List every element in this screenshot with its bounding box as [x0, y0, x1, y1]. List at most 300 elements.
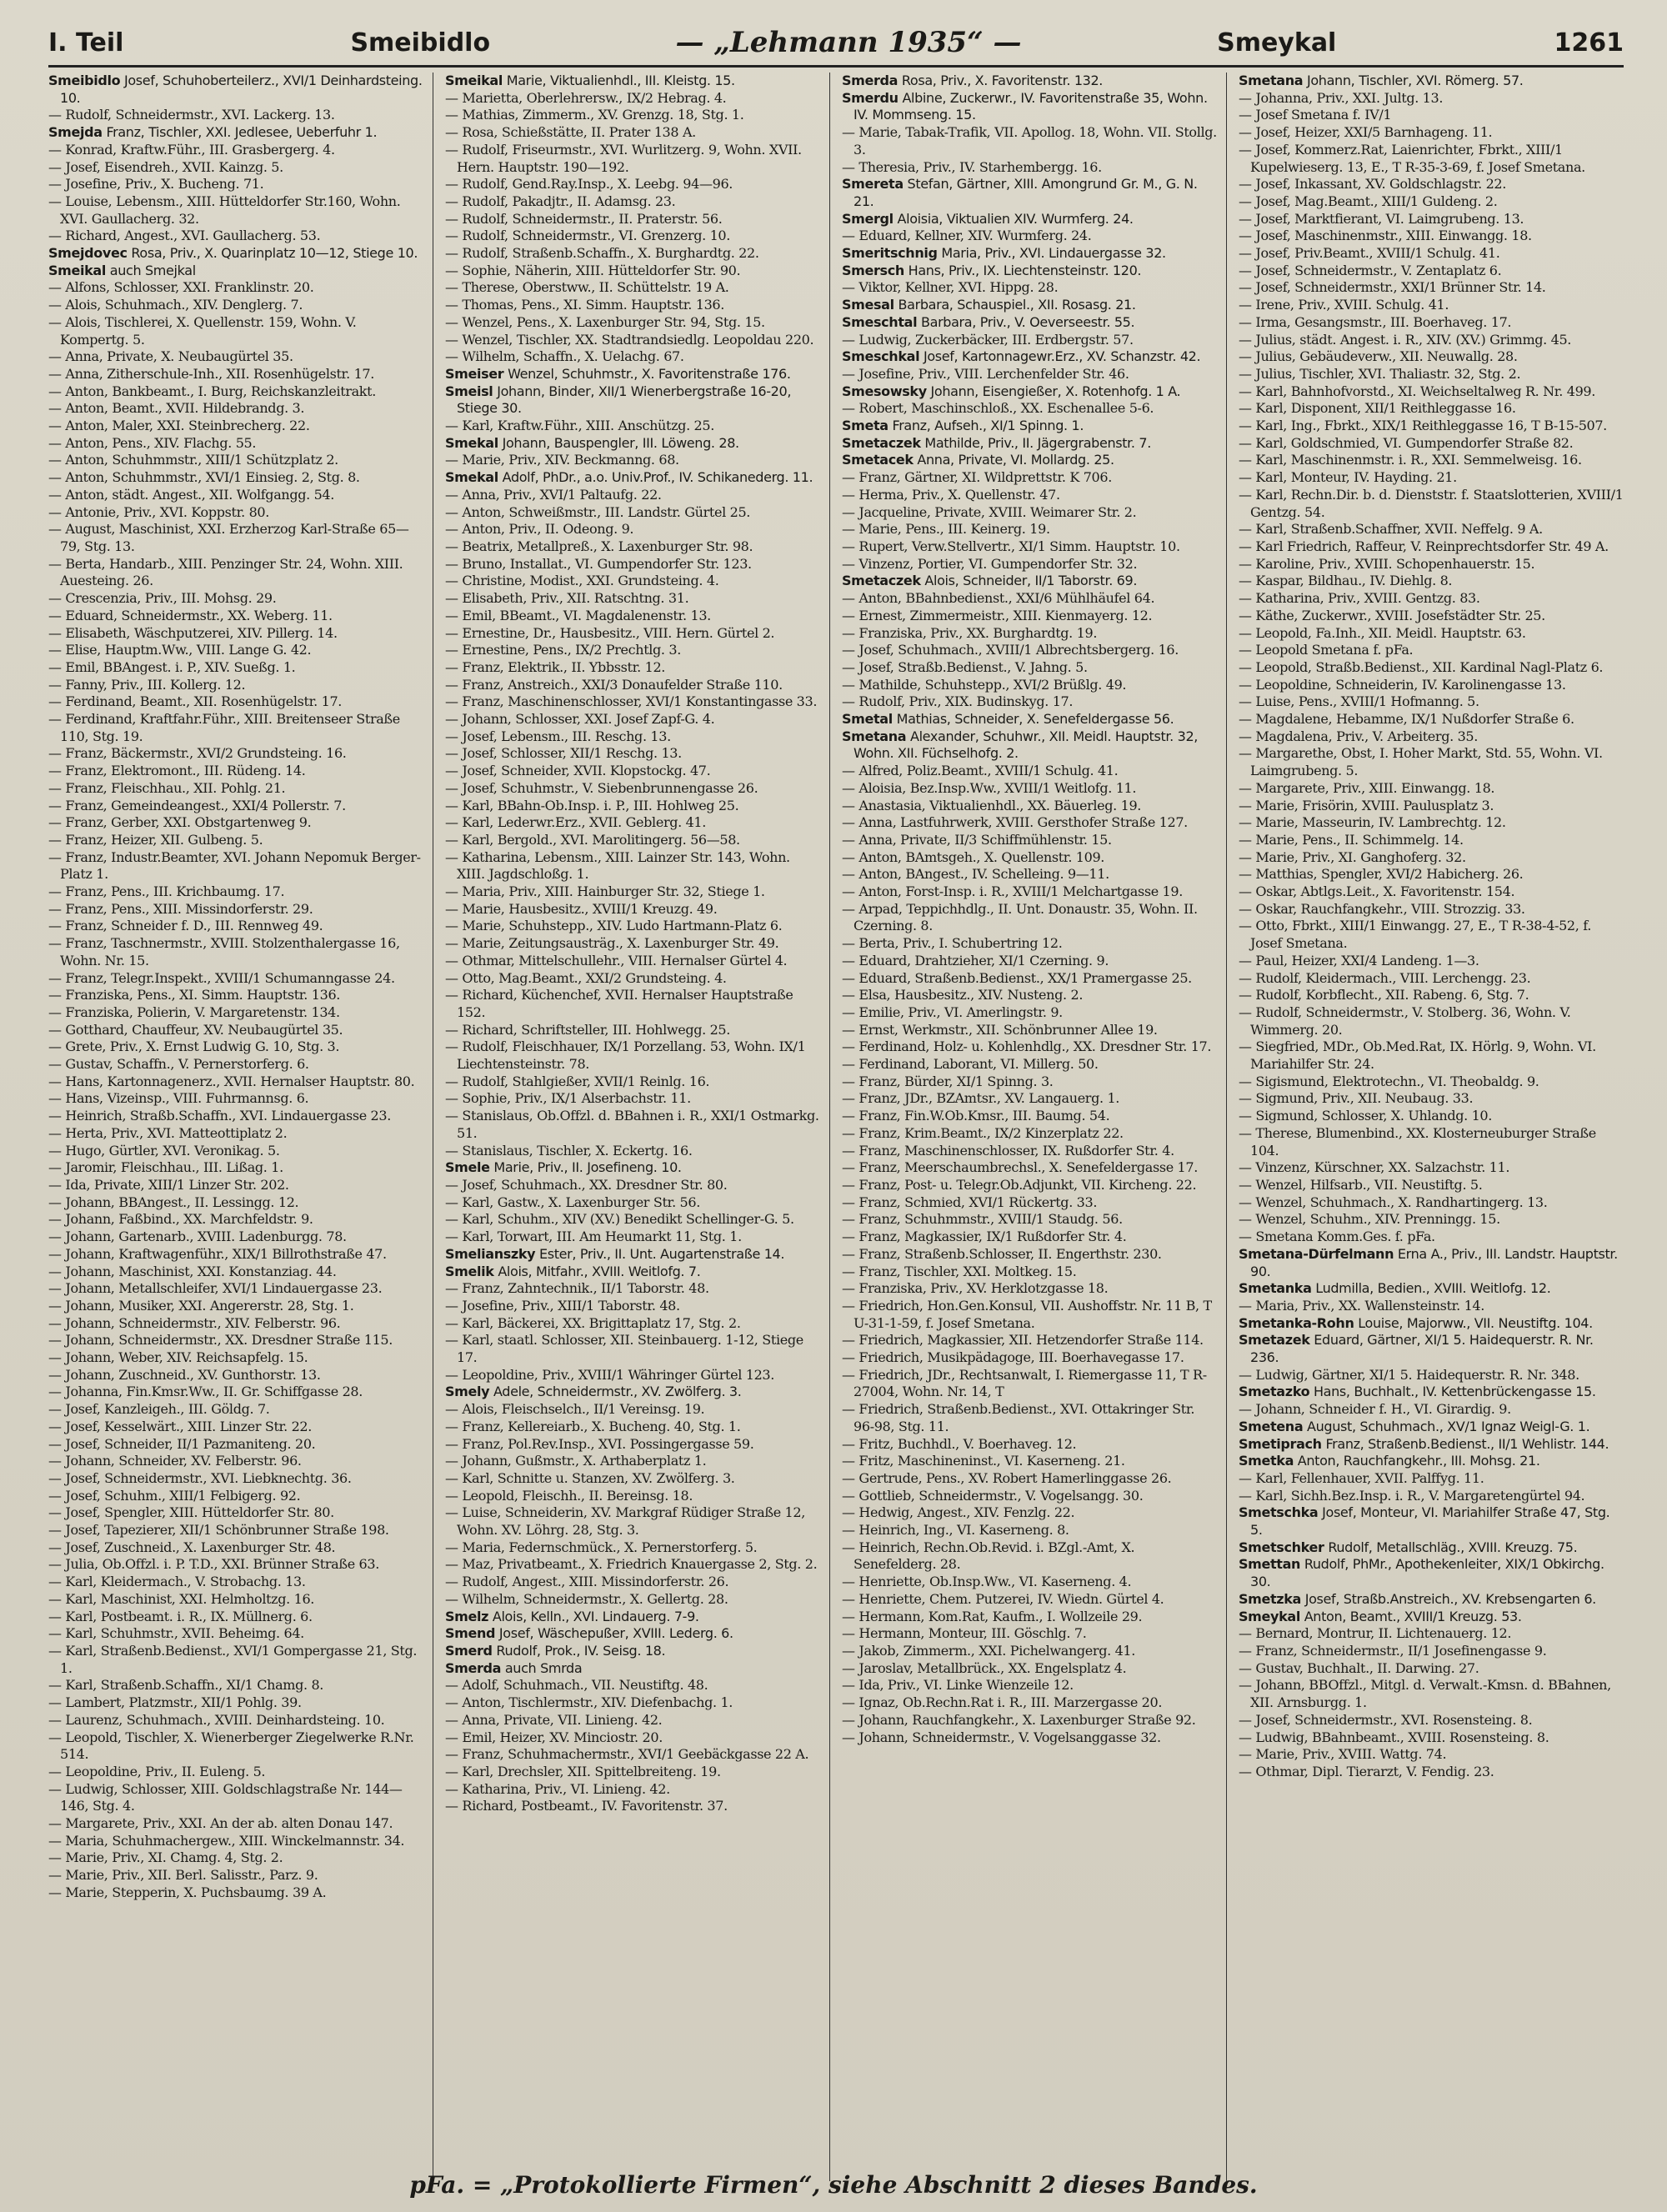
directory-entry [445, 1177, 821, 1194]
entry-text: — Vinzenz, Portier, VI. Gumpendorfer Str. 32. [842, 555, 1138, 572]
directory-entry [1239, 711, 1624, 728]
directory-entry [1239, 90, 1624, 108]
directory-entry [1239, 1764, 1624, 1781]
directory-entry [48, 1539, 424, 1557]
entry-text: — Franz, Anstreich., XXI/3 Donaufelder Straße 110. [445, 676, 783, 693]
surname-heading: Smerda [842, 73, 899, 88]
entry-text: Hans, Buchhalt., IV. Kettenbrückengasse 15. [1313, 1384, 1596, 1400]
directory-entry [48, 1229, 424, 1246]
directory-entry [842, 832, 1218, 849]
directory-entry [48, 1470, 424, 1488]
entry-text: — Wenzel, Pens., X. Laxenburger Str. 94, Stg. 15. [445, 313, 765, 330]
directory-entry [842, 642, 1218, 659]
entry-text: — Sigmund, Priv., XII. Neubaug. 33. [1239, 1090, 1474, 1107]
surname-heading: Smettan [1239, 1556, 1301, 1573]
column-1 [48, 73, 433, 2181]
surname-heading: Smetka [1239, 1453, 1294, 1469]
directory-entry [48, 659, 424, 677]
entry-text: — Josef, Zuschneid., X. Laxenburger Str. 48. [48, 1539, 336, 1555]
directory-entry [1239, 263, 1624, 280]
directory-entry [445, 366, 821, 383]
directory-entry [48, 1073, 424, 1091]
entry-text: — Franz, Elektrik., II. Ybbsstr. 12. [445, 658, 666, 675]
directory-entry [48, 798, 424, 815]
directory-entry [842, 314, 1218, 332]
directory-entry [48, 452, 424, 469]
entry-text: — Rudolf, Priv., XIX. Budinskyg. 17. [842, 693, 1074, 710]
directory-entry [48, 1677, 424, 1694]
directory-entry [842, 883, 1218, 901]
directory-entry [445, 608, 821, 625]
entry-text: Barbara, Schauspiel., XII. Rosasg. 21. [898, 297, 1136, 313]
directory-entry [48, 1384, 424, 1401]
directory-entry [445, 711, 821, 728]
directory-entry [1239, 1504, 1624, 1539]
entry-text: — Stanislaus, Ob.Offzl. d. BBahnen i. R., XXI/1 Ostmarkg. 51. [445, 1108, 819, 1141]
entry-text: — Heinrich, Straßb.Schaffn., XVI. Lindauergasse 23. [48, 1108, 391, 1124]
directory-entry [1239, 366, 1624, 383]
entry-text: — Johann, Schneidermstr., XX. Dresdner Straße 115. [48, 1332, 393, 1349]
entry-text: — Heinrich, Rechn.Ob.Revid. i. BZgl.-Amt, X. Senefelderg. 28. [842, 1539, 1135, 1573]
entry-text: August, Schuhmach., XV/1 Ignaz Weigl-G. 1. [1307, 1418, 1590, 1434]
directory-entry [1239, 1229, 1624, 1246]
surname-heading: Smetacek [842, 452, 914, 468]
entry-text: Johann, Tischler, XVI. Römerg. 57. [1306, 73, 1524, 88]
entry-text: — Franziska, Pens., XI. Simm. Hauptstr. 136. [48, 987, 341, 1003]
directory-entry [445, 1625, 821, 1643]
entry-text: — Franz, Meerschaumbrechsl., X. Senefeldergasse 17. [842, 1159, 1198, 1176]
entry-text: — Anton, Beamt., XVII. Hildebrandg. 3. [48, 400, 305, 417]
directory-entry [842, 1073, 1218, 1091]
directory-entry [48, 1712, 424, 1729]
entry-text: — Anton, Schuhmmstr., XVI/1 Einsieg. 2, Stg. 8. [48, 469, 360, 486]
entry-text: — Alois, Tischlerei, X. Quellenstr. 159, Wohn. V. Kompertg. 5. [48, 313, 357, 348]
directory-entry [1239, 918, 1624, 952]
directory-entry [1239, 228, 1624, 245]
directory-entry [445, 1332, 821, 1366]
entry-text: — Josef, Eisendreh., XVII. Kainzg. 5. [48, 158, 283, 175]
directory-entry [48, 435, 424, 453]
directory-entry [1239, 677, 1624, 694]
entry-text: Adele, Schneidermstr., XV. Zwölferg. 3. [493, 1384, 742, 1400]
entry-text: Rosa, Priv., X. Favoritenstr. 132. [901, 73, 1104, 88]
entry-text: — Josef, Kesselwärt., XIII. Linzer Str. 22. [48, 1418, 312, 1434]
entry-text: — Josef, Schuhm., XIII/1 Felbigerg. 92. [48, 1487, 301, 1504]
directory-entry [1239, 1298, 1624, 1315]
surname-heading: Smelianszky [445, 1245, 536, 1262]
entry-text: — Franz, Magkassier, IX/1 Rußdorfer Str. 4. [842, 1229, 1127, 1245]
entry-text: — Alois, Schuhmach., XIV. Denglerg. 7. [48, 297, 303, 313]
directory-entry [842, 383, 1218, 401]
directory-entry [48, 418, 424, 435]
entry-text: — Gottlieb, Schneidermstr., V. Vogelsangg. 30. [842, 1487, 1144, 1504]
entry-text: — Rosa, Schießstätte, II. Prater 138 A. [445, 124, 696, 141]
surname-heading: Smekal [445, 434, 498, 451]
directory-entry [445, 1694, 821, 1712]
directory-entry [1239, 1367, 1624, 1384]
entry-text: — Franz, Bürder, XI/1 Spinng. 3. [842, 1073, 1054, 1089]
directory-entry [48, 832, 424, 849]
entry-text: Josef, Wäschepußer, XVIII. Lederg. 6. [498, 1625, 733, 1642]
surname-heading: Smetena [1239, 1418, 1304, 1434]
directory-entry [48, 1367, 424, 1384]
directory-entry [1239, 142, 1624, 176]
entry-text: — Emil, BBAngest. i. P., XIV. Sueßg. 1. [48, 658, 296, 675]
entry-text: — Friedrich, Hon.Gen.Konsul, VII. Aushoffstr. Nr. 11 B, T U-31-1-59, f. Josef Smetana. [842, 1297, 1212, 1331]
directory-entry [445, 1280, 821, 1298]
directory-entry [842, 1591, 1218, 1609]
surname-heading: Smeta [842, 418, 889, 434]
entry-text: — Franz, Krim.Beamt., IX/2 Kinzerplatz 22. [842, 1124, 1124, 1141]
directory-entry [48, 1159, 424, 1177]
entry-text: — Franz, Fleischhau., XII. Pohlg. 21. [48, 779, 286, 796]
directory-entry [842, 521, 1218, 538]
surname-heading: Smetana [1239, 73, 1304, 88]
entry-text: — Hermann, Monteur, III. Göschlg. 7. [842, 1625, 1087, 1642]
entry-text: — Franz, Schmied, XVI/1 Rückertg. 33. [842, 1194, 1098, 1210]
directory-entry [48, 1108, 424, 1125]
directory-entry [1239, 780, 1624, 798]
directory-entry [445, 1677, 821, 1694]
directory-entry [842, 1280, 1218, 1298]
directory-entry [48, 780, 424, 798]
entry-text: — Maria, Priv., XIII. Hainburger Str. 32, Stiege 1. [445, 883, 765, 900]
directory-entry [48, 228, 424, 245]
entry-text: Albine, Zuckerwr., IV. Favoritenstraße 35, Wohn. IV. Mommseng. 15. [854, 89, 1208, 123]
directory-entry [48, 107, 424, 124]
entry-text: — Käthe, Zuckerwr., XVIII. Josefstädter Str. 25. [1239, 607, 1545, 623]
entry-text: Alois, Kelln., XVI. Lindauerg. 7-9. [492, 1608, 699, 1624]
entry-text: — Franz, Maschinenschlosser, IX. Rußdorfer Str. 4. [842, 1142, 1174, 1159]
directory-entry [48, 1246, 424, 1264]
directory-entry [842, 1470, 1218, 1488]
entry-text: — Maria, Schuhmachergew., XIII. Winckelmannstr. 34. [48, 1832, 405, 1849]
directory-entry [48, 1056, 424, 1073]
directory-entry [445, 1022, 821, 1039]
entry-text: — Karl, Ing., Fbrkt., XIX/1 Reithleggasse 16, T B-15-507. [1239, 418, 1607, 434]
entry-text: — Josefine, Priv., X. Bucheng. 71. [48, 176, 264, 193]
entry-text: — Maria, Federnschmück., X. Pernerstorferg. 5. [445, 1539, 758, 1555]
entry-text: Franz, Tischler, XXI. Jedlesee, Ueberfuhr 1. [106, 124, 378, 141]
directory-entry [48, 693, 424, 711]
directory-entry [842, 73, 1218, 90]
entry-text: Erna A., Priv., III. Landstr. Hauptstr. 90. [1250, 1245, 1618, 1279]
entry-text: — Sigismund, Elektrotechn., VI. Theobaldg. 9. [1239, 1073, 1539, 1089]
directory-entry [445, 263, 821, 280]
surname-heading: Smereta [842, 176, 904, 193]
surname-heading: Smetal [842, 711, 893, 728]
footer-note: pFa. = „Protokollierte Firmen“, siehe Abschnitt 2 dieses Bandes. [409, 2171, 1258, 2199]
entry-text: — Irma, Gesangsmstr., III. Boerhaveg. 17. [1239, 313, 1512, 330]
directory-title: — „Lehmann 1935“ — [675, 26, 1022, 59]
entry-text: — Franz, Schneidermstr., II/1 Josefinengasse 9. [1239, 1642, 1547, 1659]
directory-entry [48, 970, 424, 988]
entry-text: — Josefine, Priv., VIII. Lerchenfelder Str. 46. [842, 365, 1129, 382]
directory-entry [842, 728, 1218, 763]
entry-text: — Johann, Metallschleifer, XVI/1 Lindauergasse 23. [48, 1280, 383, 1297]
entry-text: — Antonie, Priv., XVI. Koppstr. 80. [48, 503, 269, 520]
entry-text: Anna, Private, VI. Mollardg. 25. [917, 452, 1114, 468]
directory-entry [842, 1246, 1218, 1264]
entry-text: auch Smejkal [109, 262, 196, 278]
directory-entry [842, 418, 1218, 435]
entry-text: — Josef, Schneidermstr., XVI. Liebknechtg. 36. [48, 1469, 352, 1486]
entry-text: — Franz, Pol.Rev.Insp., XVI. Possingergasse 59. [445, 1435, 754, 1452]
directory-entry [1239, 1073, 1624, 1091]
entry-text: — Othmar, Mittelschullehr., VIII. Hernalser Gürtel 4. [445, 952, 788, 968]
directory-entry [445, 332, 821, 349]
entry-columns [48, 73, 1624, 2181]
directory-entry [1239, 487, 1624, 521]
entry-text: Josef, Monteur, VI. Mariahilfer Straße 47, Stg. 5. [1250, 1504, 1610, 1539]
directory-entry [1239, 1729, 1624, 1747]
surname-heading: Smele [445, 1159, 490, 1176]
entry-text: Rudolf, PhMr., Apothekenleiter, XIX/1 Obkirchg. 30. [1250, 1556, 1604, 1590]
entry-text: — Rudolf, Schneidermstr., II. Praterstr. 56. [445, 210, 723, 227]
directory-entry [1239, 400, 1624, 418]
directory-entry [445, 1643, 821, 1660]
entry-text: — Ludwig, Schlosser, XIII. Goldschlagstraße Nr. 144—146, Stg. 4. [48, 1780, 403, 1814]
entry-text: — Josef, Marktfierant, VI. Laimgrubeng. 13. [1239, 210, 1524, 227]
entry-text: — Mathilde, Schuhstepp., XVI/2 Brüßlg. 49. [842, 676, 1127, 693]
directory-entry [1239, 435, 1624, 453]
entry-text: — Hermann, Kom.Rat, Kaufm., I. Wollzeile 29. [842, 1608, 1143, 1624]
directory-entry [445, 538, 821, 556]
entry-text: Josef, Kartonnagewr.Erz., XV. Schanzstr. 42. [923, 348, 1201, 365]
surname-heading: Smeschkal [842, 348, 920, 365]
entry-text: — Leopold, Straßb.Bedienst., XII. Kardinal Nagl-Platz 6. [1239, 658, 1604, 675]
entry-text: — Konrad, Kraftw.Führ., III. Grasbergerg. 4. [48, 141, 335, 158]
entry-text: — Anna, Private, X. Neubaugürtel 35. [48, 348, 293, 365]
directory-entry [48, 1609, 424, 1626]
directory-entry [48, 745, 424, 763]
entry-text: — Leopoldine, Priv., XVIII/1 Währinger Gürtel 123. [445, 1366, 774, 1383]
surname-heading: Smeschtal [842, 313, 918, 330]
directory-entry [445, 798, 821, 815]
directory-entry [48, 1194, 424, 1212]
directory-entry [48, 608, 424, 625]
entry-text: Alois, Mitfahr., XVIII. Weitlofg. 7. [498, 1263, 701, 1279]
surname-heading: Smelik [445, 1263, 494, 1279]
entry-text: — Anton, Tischlermstr., XIV. Diefenbachg. 1. [445, 1694, 733, 1711]
entry-text: — Otto, Fbrkt., XIII/1 Einwangg. 27, E., T R-38-4-52, f. Josef Smetana. [1239, 918, 1591, 952]
directory-entry [445, 556, 821, 573]
entry-text: Ester, Priv., II. Unt. Augartenstraße 14. [539, 1245, 785, 1262]
directory-entry [445, 1729, 821, 1747]
entry-text: — Leopoldine, Priv., II. Euleng. 5. [48, 1763, 266, 1779]
surname-heading: Smetaczek [842, 434, 921, 451]
entry-text: — Katharina, Lebensm., XIII. Lainzer Str. 143, Wohn. XIII. Jagdschloßg. 1. [445, 848, 790, 883]
entry-text: — Anton, Schweißmstr., III. Landstr. Gürtel 25. [445, 503, 751, 520]
entry-text: — Theresia, Priv., IV. Starhembergg. 16. [842, 158, 1102, 175]
directory-entry [445, 435, 821, 453]
entry-text: — Ida, Priv., VI. Linke Wienzeile 12. [842, 1677, 1074, 1694]
entry-text: — Franz, Heizer, XII. Gulbeng. 5. [48, 831, 263, 848]
directory-entry [445, 452, 821, 469]
directory-entry [1239, 124, 1624, 142]
directory-entry [48, 1694, 424, 1712]
directory-entry [48, 814, 424, 832]
surname-heading: Smetzka [1239, 1590, 1301, 1607]
directory-entry [48, 1004, 424, 1022]
directory-entry [842, 228, 1218, 245]
entry-text: — August, Maschinist, XXI. Erzherzog Karl-Straße 65—79, Stg. 13. [48, 521, 409, 554]
directory-entry [1239, 1625, 1624, 1643]
entry-text: — Friedrich, Straßenb.Bedienst., XVI. Ottakringer Str. 96-98, Stg. 11. [842, 1401, 1195, 1434]
directory-entry [1239, 107, 1624, 124]
surname-heading: Smergl [842, 210, 894, 227]
directory-entry [842, 400, 1218, 418]
directory-entry [48, 918, 424, 935]
directory-entry [445, 901, 821, 918]
directory-entry [842, 1125, 1218, 1143]
directory-entry [445, 1574, 821, 1591]
entry-text: — Smetana Komm.Ges. f. pFa. [1239, 1229, 1435, 1245]
entry-text: — Bruno, Installat., VI. Gumpendorfer Str. 123. [445, 555, 752, 572]
directory-entry [445, 625, 821, 643]
entry-text: Alexander, Schuhwr., XII. Meidl. Hauptstr. 32, Wohn. XII. Füchselhofg. 2. [854, 728, 1199, 762]
entry-text: auch Smrda [504, 1659, 583, 1676]
directory-entry [48, 711, 424, 745]
directory-entry [48, 73, 424, 107]
directory-entry [48, 556, 424, 590]
directory-entry [842, 504, 1218, 522]
entry-text: — Friedrich, Musikpädagoge, III. Boerhavegasse 17. [842, 1349, 1184, 1366]
entry-text: — Marie, Priv., XVIII. Wattg. 74. [1239, 1746, 1447, 1763]
directory-entry [48, 159, 424, 177]
directory-entry [48, 1833, 424, 1850]
directory-entry [445, 1712, 821, 1729]
entry-text: — Karl, Rechn.Dir. b. d. Dienststr. f. Staatslotterien, XVIII/1 Gentzg. 54. [1239, 486, 1624, 520]
directory-entry [1239, 693, 1624, 711]
directory-entry [842, 1643, 1218, 1660]
directory-entry [445, 1781, 821, 1799]
directory-entry [1239, 745, 1624, 779]
entry-text: — Karl, Schuhmstr., XVII. Beheimg. 64. [48, 1625, 304, 1642]
directory-entry [842, 1004, 1218, 1022]
directory-entry [842, 573, 1218, 590]
entry-text: — Wenzel, Schuhm., XIV. Prenningg. 15. [1239, 1211, 1500, 1228]
entry-text: — Josef, Straßb.Bedienst., V. Jahng. 5. [842, 658, 1088, 675]
page-number: 1261 [1554, 28, 1624, 58]
directory-entry [445, 1539, 821, 1557]
surname-heading: Smetiprach [1239, 1435, 1322, 1452]
surname-heading: Smetaczek [842, 573, 921, 589]
entry-text: — Johann, Schneidermstr., XIV. Felberstr. 96. [48, 1314, 341, 1331]
entry-text: — Berta, Handarb., XIII. Penzinger Str. 24, Wohn. XIII. Auesteing. 26. [48, 555, 403, 589]
directory-entry [445, 1488, 821, 1505]
directory-entry [1239, 1470, 1624, 1488]
directory-entry [48, 1781, 424, 1815]
entry-text: — Johanna, Fin.Kmsr.Ww., II. Gr. Schiffgasse 28. [48, 1384, 363, 1400]
directory-entry [1239, 1090, 1624, 1108]
directory-entry [842, 159, 1218, 177]
directory-entry [842, 987, 1218, 1004]
directory-entry [445, 314, 821, 332]
entry-text: — Johanna, Priv., XXI. Jultg. 13. [1239, 89, 1444, 106]
entry-text: — Vinzenz, Kürschner, XX. Salzachstr. 11. [1239, 1159, 1510, 1176]
directory-entry [842, 1677, 1218, 1694]
directory-entry [445, 590, 821, 608]
directory-entry [842, 1211, 1218, 1229]
surname-heading: Smesowsky [842, 383, 927, 399]
directory-entry [48, 487, 424, 504]
directory-entry [842, 1367, 1218, 1401]
surname-heading: Smeiser [445, 365, 504, 382]
directory-entry [48, 1591, 424, 1609]
entry-text: — Karl, Fellenhauer, XVII. Palffyg. 11. [1239, 1469, 1484, 1486]
directory-entry [1239, 849, 1624, 867]
directory-entry [445, 763, 821, 780]
entry-text: — Sophie, Priv., IX/1 Alserbachstr. 11. [445, 1090, 691, 1107]
entry-text: — Karl, Straßenb.Bedienst., XVI/1 Gompergasse 21, Stg. 1. [48, 1642, 418, 1676]
directory-entry [48, 279, 424, 297]
entry-text: — Eduard, Straßenb.Bedienst., XX/1 Pramergasse 25. [842, 969, 1192, 986]
directory-entry [48, 504, 424, 522]
entry-text: — Wenzel, Tischler, XX. Stadtrandsiedlg. Leopoldau 220. [445, 331, 814, 348]
entry-text: — Maria, Priv., XX. Wallensteinstr. 14. [1239, 1297, 1484, 1314]
directory-entry [48, 1453, 424, 1470]
entry-text: — Kaspar, Bildhau., IV. Diehlg. 8. [1239, 573, 1453, 589]
directory-entry [445, 1090, 821, 1108]
directory-entry [842, 366, 1218, 383]
surname-heading: Smeibidlo [48, 73, 121, 88]
entry-text: — Gustav, Buchhalt., II. Darwing. 27. [1239, 1659, 1479, 1676]
entry-text: — Anton, Priv., II. Odeong. 9. [445, 521, 634, 538]
entry-text: — Johann, Weber, XIV. Reichsapfelg. 15. [48, 1349, 308, 1366]
directory-entry [842, 435, 1218, 453]
entry-text: — Adolf, Schuhmach., VII. Neustiftg. 48. [445, 1677, 708, 1694]
directory-entry [445, 1246, 821, 1264]
directory-entry [445, 1298, 821, 1315]
directory-entry [445, 1108, 821, 1142]
entry-text: — Grete, Priv., X. Ernst Ludwig G. 10, Stg. 3. [48, 1038, 340, 1055]
directory-entry [445, 1401, 821, 1419]
surname-heading: Smend [445, 1625, 496, 1642]
entry-text: — Anton, städt. Angest., XII. Wolfgangg. 54. [48, 486, 334, 503]
directory-entry [842, 1177, 1218, 1194]
surname-heading: Smejdovec [48, 245, 128, 262]
entry-text: — Ernst, Werkmstr., XII. Schönbrunner Allee 19. [842, 1021, 1158, 1038]
entry-text: — Elsa, Hausbesitz., XIV. Nusteng. 2. [842, 987, 1084, 1003]
entry-text: — Henriette, Chem. Putzerei, IV. Wiedn. Gürtel 4. [842, 1590, 1164, 1607]
entry-text: Franz, Aufseh., XI/1 Spinng. 1. [892, 418, 1084, 434]
entry-text: — Leopold, Fleischh., II. Bereinsg. 18. [445, 1487, 693, 1504]
entry-text: — Franz, Pens., XIII. Missindorferstr. 29. [48, 900, 313, 917]
entry-text: — Ignaz, Ob.Rechn.Rat i. R., III. Marzergasse 20. [842, 1694, 1163, 1711]
entry-text: Stefan, Gärtner, XIII. Amongrund Gr. M., G. N. 21. [854, 176, 1198, 209]
entry-text: — Ferdinand, Laborant, VI. Millerg. 50. [842, 1056, 1099, 1073]
surname-heading: Smely [445, 1384, 490, 1400]
directory-entry [445, 1453, 821, 1470]
directory-entry [445, 1798, 821, 1815]
directory-entry [48, 1143, 424, 1160]
directory-entry [48, 987, 424, 1004]
column-4 [1239, 73, 1624, 2181]
directory-entry [445, 142, 821, 176]
surname-heading: Smejda [48, 124, 103, 141]
directory-entry [48, 383, 424, 401]
entry-text: Josef, Straßb.Anstreich., XV. Krebsengarten 6. [1304, 1590, 1596, 1607]
surname-heading: Smetanka-Rohn [1239, 1314, 1354, 1331]
entry-text: — Anna, Private, II/3 Schiffmühlenstr. 15. [842, 831, 1112, 848]
surname-heading: Smekal [445, 469, 498, 486]
directory-entry [48, 1764, 424, 1781]
entry-text: — Julius, städt. Angest. i. R., XIV. (XV.) Grimmg. 45. [1239, 331, 1572, 348]
entry-text: — Christine, Modist., XXI. Grundsteing. 4. [445, 573, 719, 589]
entry-text: Ludmilla, Bedien., XVIII. Weitlofg. 12. [1315, 1280, 1551, 1297]
directory-entry [1239, 970, 1624, 988]
